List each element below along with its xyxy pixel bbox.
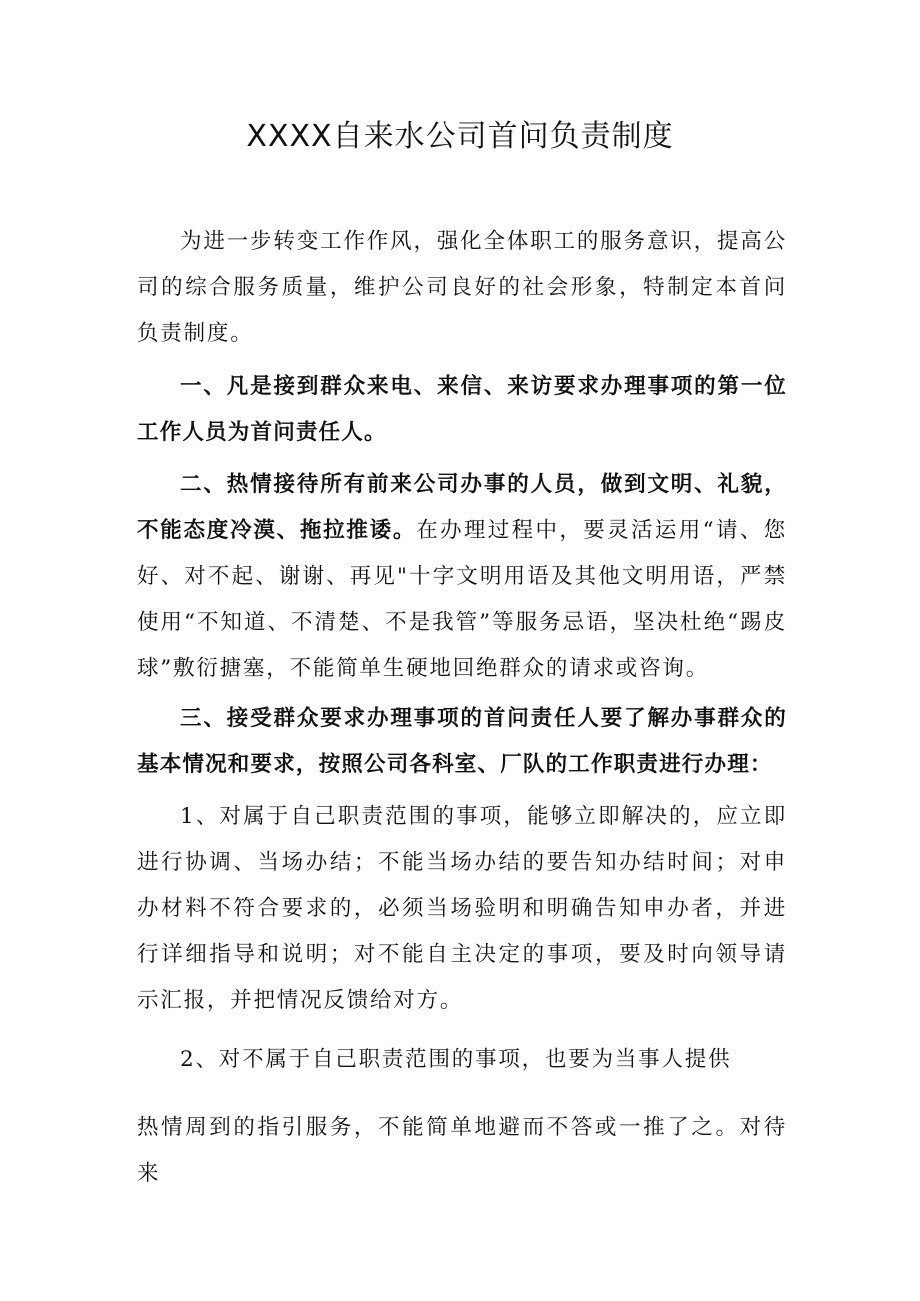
section-2-heading: 二、热情接待所有前来公司办事的人员，做到文明、礼貌，不能态度冷漠、拖拉推诿。 xyxy=(137,472,787,543)
section-3-paragraph: 三、接受群众要求办理事项的首问责任人要了解办事群众的基本情况和要求，按照公司各科室、厂队的工作职责进行办理： xyxy=(137,706,787,777)
intro-paragraph: 为进一步转变工作作风，强化全体职工的服务意识，提高公司的综合服务质量，维护公司良好的社会形象，特制定本首问负责制度。 xyxy=(137,229,787,346)
document-title: XXXX自来水公司首问负责制度 xyxy=(246,119,674,154)
item-2-continued-line: 热情周到的指引服务，不能简单地避而不答或一推了之。对待来 xyxy=(137,1115,787,1186)
section-2-paragraph xyxy=(137,462,787,692)
item-1-paragraph: 1、对属于自己职责范围的事项，能够立即解决的，应立即进行协调、当场办结；不能当场办结的要告知办结时间；对申办材料不符合要求的，必须当场验明和明确告知申办者，并进行详细指导和说明；对不能自主决定的事项，要及时向领导请示汇报，并把情况反馈给对方。 xyxy=(137,804,787,1013)
item-2-first-line: 2、对不属于自己职责范围的事项，也要为当事人提供 xyxy=(180,1047,732,1072)
section-1-paragraph: 一、凡是接到群众来电、来信、来访要求办理事项的第一位工作人员为首问责任人。 xyxy=(137,374,787,445)
section-2-text: 在办理过程中，要灵活运用“请、您好、对不起、谢谢、再见"十字文明用语及其他文明用语，严禁使用“不知道、不清楚、不是我管”等服务忌语，坚决杜绝“踢皮球”敷衍搪塞，不能简单生硬地回绝群众的请求或咨询。 xyxy=(137,518,787,681)
